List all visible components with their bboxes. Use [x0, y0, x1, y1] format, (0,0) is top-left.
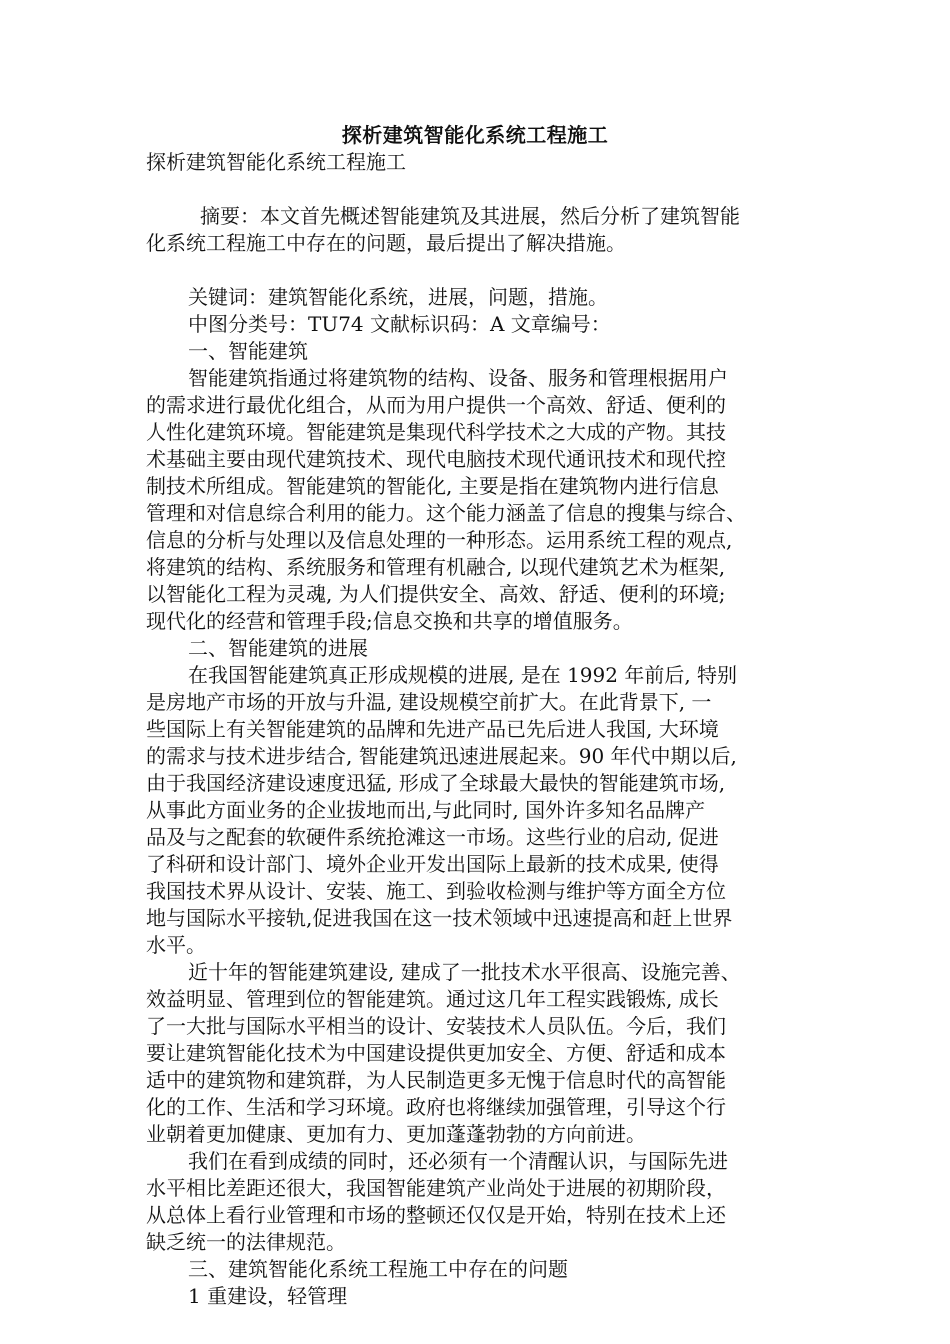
paragraph-line: 的需求进行最优化组合，从而为用户提供一个高效、舒适、便利的 — [146, 393, 726, 417]
paragraph-line: 信息的分析与处理以及信息处理的一种形态。运用系统工程的观点, — [146, 528, 733, 552]
paragraph-line: 化的工作、生活和学习环境。政府也将继续加强管理，引导这个行 — [146, 1095, 726, 1119]
paragraph-line: 水平。 — [146, 933, 206, 957]
paragraph-line: 了一大批与国际水平相当的设计、安装技术人员队伍。今后，我们 — [146, 1014, 726, 1038]
blank-line — [146, 257, 810, 284]
paragraph-line: 智能建筑指通过将建筑物的结构、设备、服务和管理根据用户 — [188, 366, 728, 390]
paragraph-line: 了科研和设计部门、境外企业开发出国际上最新的技术成果, 使得 — [146, 852, 719, 876]
paragraph-line: 地与国际水平接轨,促进我国在这一技术领域中迅速提高和赶上世界 — [146, 906, 733, 930]
section-heading: 二、智能建筑的进展 — [188, 636, 368, 660]
abstract-line: 摘要：本文首先概述智能建筑及其进展，然后分析了建筑智能 — [200, 204, 740, 228]
abstract-line: 化系统工程施工中存在的问题，最后提出了解决措施。 — [146, 231, 626, 255]
paragraph-line: 水平相比差距还很大，我国智能建筑产业尚处于进展的初期阶段， — [146, 1176, 726, 1200]
paragraph-line: 缺乏统一的法律规范。 — [146, 1230, 346, 1254]
paragraph-line: 从事此方面业务的企业拔地而出,与此同时, 国外许多知名品牌产 — [146, 798, 706, 822]
paragraph-line: 从总体上看行业管理和市场的整顿还仅仅是开始，特别在技术上还 — [146, 1203, 726, 1227]
paragraph-line: 现代化的经营和管理手段;信息交换和共享的增值服务。 — [146, 609, 633, 633]
paragraph-line: 近十年的智能建筑建设, 建成了一批技术水平很高、设施完善、 — [188, 960, 741, 984]
paragraph-line: 是房地产市场的开放与升温, 建设规模空前扩大。在此背景下, 一 — [146, 690, 712, 714]
paragraph-line: 要让建筑智能化技术为中国建设提供更加安全、方便、舒适和成本 — [146, 1041, 726, 1065]
keywords-line: 关键词：建筑智能化系统，进展，问题，措施。 — [188, 285, 608, 309]
section-heading: 三、建筑智能化系统工程施工中存在的问题 — [188, 1257, 568, 1281]
paragraph-line: 术基础主要由现代建筑技术、现代电脑技术现代通讯技术和现代控 — [146, 447, 726, 471]
paragraph-line: 由于我国经济建设速度迅猛, 形成了全球最大最快的智能建筑市场, — [146, 771, 726, 795]
document-body — [146, 149, 810, 1310]
paragraph-line: 管理和对信息综合利用的能力。这个能力涵盖了信息的搜集与综合、 — [146, 501, 746, 525]
paragraph-line: 业朝着更加健康、更加有力、更加蓬蓬勃勃的方向前进。 — [146, 1122, 646, 1146]
paragraph-line: 以智能化工程为灵魂, 为人们提供安全、高效、舒适、便利的环境; — [146, 582, 726, 606]
paragraph-line: 我国技术界从设计、安装、施工、到验收检测与维护等方面全方位 — [146, 879, 726, 903]
document-subtitle: 探析建筑智能化系统工程施工 — [146, 150, 406, 174]
paragraph-line: 的需求与技术进步结合, 智能建筑迅速进展起来。90 年代中期以后, — [146, 744, 737, 768]
paragraph-line: 品及与之配套的软硬件系统抢滩这一市场。这些行业的启动, 促进 — [146, 825, 719, 849]
paragraph-line: 些国际上有关智能建筑的品牌和先进产品已先后进人我国, 大环境 — [146, 717, 719, 741]
paragraph-line: 人性化建筑环境。智能建筑是集现代科学技术之大成的产物。其技 — [146, 420, 726, 444]
paragraph-line: 我们在看到成绩的同时，还必须有一个清醒认识，与国际先进 — [188, 1149, 728, 1173]
blank-line — [146, 176, 810, 203]
paragraph-line: 效益明显、管理到位的智能建筑。通过这几年工程实践锻炼, 成长 — [146, 987, 719, 1011]
paragraph-line: 适中的建筑物和建筑群，为人民制造更多无愧于信息时代的高智能 — [146, 1068, 726, 1092]
classification-line: 中图分类号：TU74 文献标识码：A 文章编号： — [188, 312, 611, 336]
subsection-heading: 1 重建设，轻管理 — [188, 1284, 348, 1308]
paragraph-line: 在我国智能建筑真正形成规模的进展, 是在 1992 年前后, 特别 — [188, 663, 738, 687]
document-title: 探析建筑智能化系统工程施工 — [341, 123, 609, 147]
section-heading: 一、智能建筑 — [188, 339, 308, 363]
paragraph-line: 将建筑的结构、系统服务和管理有机融合, 以现代建筑艺术为框架, — [146, 555, 726, 579]
paragraph-line: 制技术所组成。智能建筑的智能化, 主要是指在建筑物内进行信息 — [146, 474, 719, 498]
